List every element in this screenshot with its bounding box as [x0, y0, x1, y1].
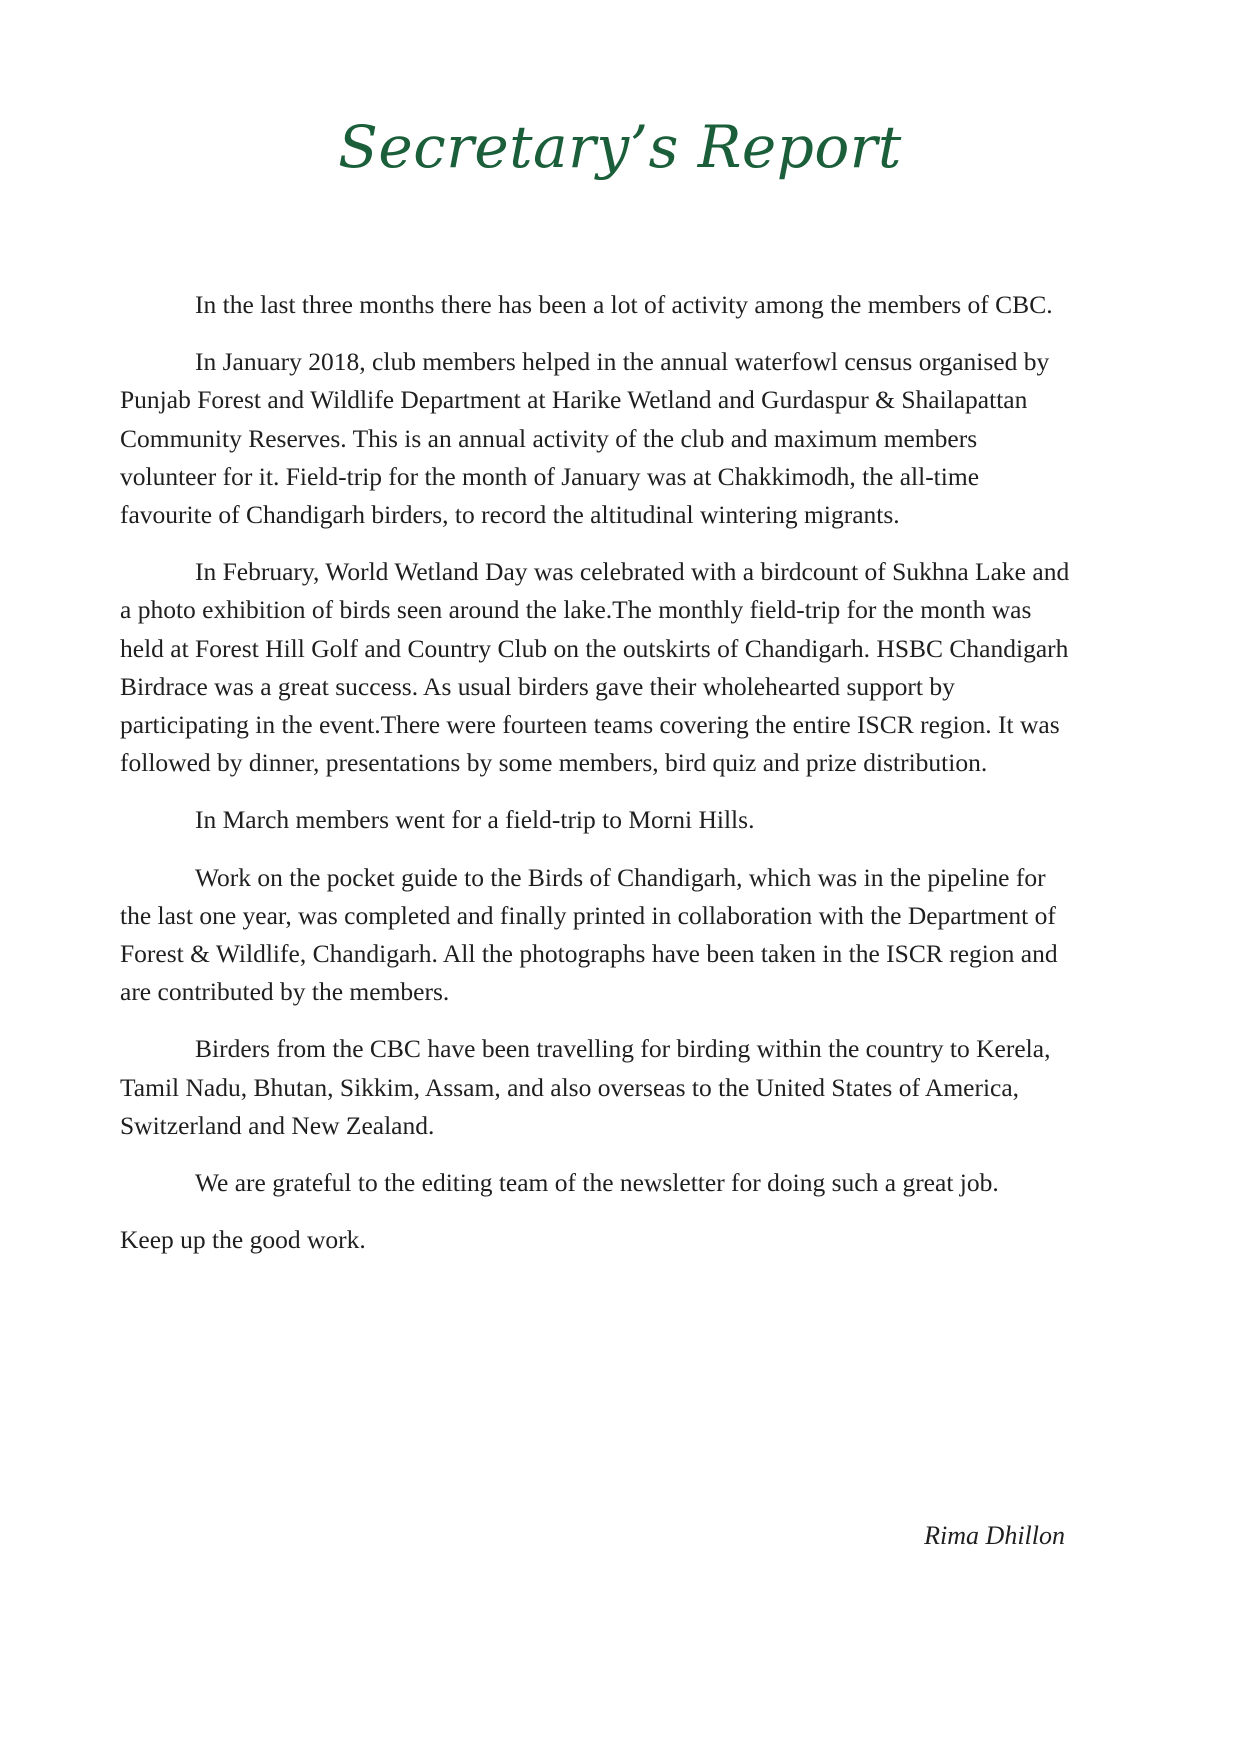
- paragraph-pocket-guide: Work on the pocket guide to the Birds of Chandigarh, which was in the pipeline for the last one year, was completed and finally printed in collaboration with the Department of Forest & Wildlife, Chandigarh. All the photographs have been taken in the ISCR region and are contributed by the members.: [120, 862, 1058, 1007]
- signature: Rima Dhillon: [924, 1521, 1065, 1550]
- paragraph-thanks: We are grateful to the editing team of the newsletter for doing such a great job.: [195, 1168, 999, 1198]
- paragraph-travel: Birders from the CBC have been travelling for birding within the country to Kerela, Tamil Nadu, Bhutan, Sikkim, Assam, and also overseas to the United States of America, Switzerland and New Zealand.: [120, 1034, 1051, 1140]
- paragraph-intro: In the last three months there has been a lot of activity among the members of CBC.: [195, 290, 1053, 319]
- paragraph-january: In January 2018, club members helped in the annual waterfowl census organised by Punjab Forest and Wildlife Department at Harike Wetland and Gurdaspur & Shailapattan Community Reserves. This is an annual activity of the club and maximum members volunteer for it. Field-trip for the month of January was at Chakkimodh, the all-time favourite of Chandigarh birders, to record the altitudinal wintering migrants.: [120, 347, 1050, 530]
- paragraph-march: In March members went for a field-trip to Morni Hills.: [195, 805, 755, 835]
- page-title: Secretary’s Report: [338, 113, 902, 181]
- report-body: [120, 286, 1072, 1278]
- paragraph-february: In February, World Wetland Day was celebrated with a birdcount of Sukhna Lake and a photo exhibition of birds seen around the lake.The monthly field-trip for the month was held at Forest Hill Golf and Country Club on the outskirts of Chandigarh. HSBC Chandigarh Birdrace was a great success. As usual birders gave their wholehearted support by participating in the event.There were fourteen teams covering the entire ISCR region. It was followed by dinner, presentations by some members, bird quiz and prize distribution.: [120, 557, 1070, 778]
- paragraph-closing: Keep up the good work.: [120, 1225, 366, 1255]
